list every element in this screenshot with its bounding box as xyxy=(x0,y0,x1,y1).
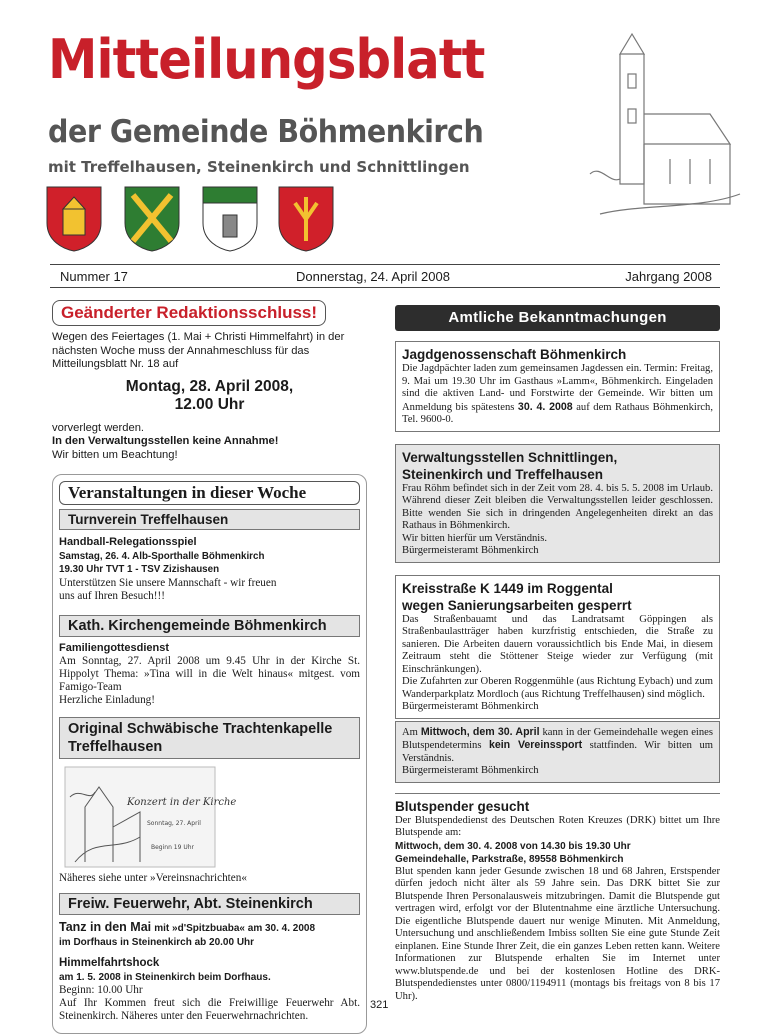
verwaltung-title2: Steinenkirch und Treffelhausen xyxy=(402,466,604,482)
mittwoch-mid: kann in der Gemeindehalle wegen eines Blutspendetermins xyxy=(402,726,713,751)
jagd-title: Jagdgenossenschaft Böhmenkirch xyxy=(402,347,627,362)
deadline-bold-note: In den Verwaltungsstellen keine Annahme! xyxy=(52,435,279,447)
mittwoch-text xyxy=(402,726,713,766)
crest-boehmenkirch xyxy=(47,187,101,251)
deadline-title: Geänderter Redaktionsschluss! xyxy=(52,300,326,326)
verwaltung-thanks: Wir bitten hierfür um Verständnis. xyxy=(402,532,548,544)
strasse-box xyxy=(395,575,720,719)
verwaltung-title1: Verwaltungsstellen Schnittlingen, xyxy=(402,449,618,465)
blut-intro: Der Blutspendedienst des Deutschen Roten Kreuzes (DRK) bittet um Ihre Blutspende am: xyxy=(395,814,720,838)
turnverein-line2: 19.30 Uhr TVT 1 - TSV Zizishausen xyxy=(59,564,220,575)
trachten-more: Näheres siehe unter »Vereinsnachrichten« xyxy=(59,872,247,884)
mittwoch-date: Mittwoch, dem 30. April xyxy=(420,725,540,738)
strasse-title2: wegen Sanierungsarbeiten gesperrt xyxy=(402,597,632,613)
mittwoch-sign: Bürgermeisteramt Böhmenkirch xyxy=(402,765,539,776)
issue-volume: Jahrgang 2008 xyxy=(625,269,712,284)
poster-time: Beginn 19 Uhr xyxy=(151,844,194,851)
strasse-title1: Kreisstraße K 1449 im Roggental xyxy=(402,580,613,596)
turnverein-heading: Turnverein Treffelhausen xyxy=(59,509,360,530)
amtlich-title: Amtliche Bekanntmachungen xyxy=(395,305,720,331)
feuerwehr-tanz xyxy=(59,921,360,936)
tanz-lead: Tanz in den Mai xyxy=(59,920,152,934)
concert-poster xyxy=(65,767,237,867)
events-title: Veranstaltungen in dieser Woche xyxy=(59,481,360,505)
crest-schnittlingen xyxy=(279,187,333,251)
blut-when: Mittwoch, dem 30. 4. 2008 von 14.30 bis 19.30 Uhr xyxy=(395,840,631,852)
deadline-date-line1: Montag, 28. April 2008, xyxy=(125,377,294,395)
shock-begin: Beginn: 10.00 Uhr xyxy=(59,984,143,996)
header-rule-top xyxy=(50,264,720,265)
deadline-after: vorverlegt werden. xyxy=(52,421,145,434)
verwaltung-sign: Bürgermeisteramt Böhmenkirch xyxy=(402,545,539,556)
jagd-text xyxy=(402,363,713,427)
deadline-intro: Wegen des Feiertages (1. Mai + Christi Himmelfahrt) in der nächsten Woche muss der Annahmeschluss für das Mitteilungsblatt Nr. 18 auf xyxy=(52,331,345,370)
shock-text: Auf Ihr Kommen freut sich die Freiwillige Feuerwehr Abt. Steinenkirch. Näheres unter den Feuerwehrnachrichten. xyxy=(59,997,360,1022)
blut-title: Blutspender gesucht xyxy=(395,798,530,814)
turnverein-text: Unterstützen Sie unsere Mannschaft - wir freuen uns auf Ihren Besuch!!! xyxy=(59,576,277,602)
shock-line: am 1. 5. 2008 in Steinenkirch beim Dorfhaus. xyxy=(59,971,271,983)
kirche-text: Am Sonntag, 27. April 2008 um 9.45 Uhr in der Kirche St. Hippolyt Thema: »Tina will in die Welt hinaus« mitgest. vom Famigo-Team xyxy=(59,655,360,693)
church-illustration xyxy=(580,34,740,224)
feuerwehr-heading: Freiw. Feuerwehr, Abt. Steinenkirch xyxy=(59,893,360,915)
verwaltung-text: Frau Röhm befindet sich in der Zeit vom 28. 4. bis 5. 5. 2008 im Urlaub. Während dieser Zeit bleiben die Verwaltungsstellen leider geschlossen. Bitte wenden Sie sich in dringenden Angelegenheiten direkt an das Rathaus in Böhmenkirch. xyxy=(402,482,713,531)
masthead-subtitle: der Gemeinde Böhmenkirch xyxy=(48,114,484,150)
jagd-text-main: Die Jagdpächter laden zum gemeinsamen Jagdessen ein. Termin: Freitag, 9. Mai um 19.30 Uhr im Gasthaus »Lamm«, Böhmenkirch. Eingeladen sind die aktiven Land- und Forstwirte der Gemeinde. Wir bitten um Anmeldung bis spätestens xyxy=(402,363,713,413)
mittwoch-end: stattfinden. Wir bitten um Verständnis. xyxy=(402,740,713,764)
blut-box xyxy=(395,793,720,1008)
mittwoch-box xyxy=(395,721,720,783)
jagd-box xyxy=(395,341,720,432)
mittwoch-pre: Am xyxy=(402,726,418,738)
header-rule-bottom xyxy=(50,287,720,288)
issue-info-row xyxy=(56,267,716,285)
events-box xyxy=(52,474,367,1034)
strasse-text: Das Straßenbauamt und das Landratsamt Göppingen als Straßenbaulastträger haben kurzfristig entschieden, die Straße zu sanieren. Die Arbeiten dauern voraussichtlich bis Ende Mai, in diesem Zeitraum steht die Stöttener Steige wieder zur Verfügung (mit Einschränkungen). xyxy=(402,613,713,675)
issue-number: Nummer 17 xyxy=(60,269,128,284)
turnverein-sub: Handball-Relegationsspiel xyxy=(59,536,197,548)
tanz-line2: im Dorfhaus in Steinenkirch ab 20.00 Uhr xyxy=(59,936,255,948)
kirche-closing: Herzliche Einladung! xyxy=(59,694,155,706)
kirche-sub: Familiengottesdienst xyxy=(59,641,170,654)
poster-date: Sonntag, 27. April xyxy=(147,820,201,827)
jagd-text-end: auf dem Rathaus Böhmenkirch, Tel. 9600-0. xyxy=(402,401,713,425)
turnverein-line1: Samstag, 26. 4. Alb-Sporthalle Böhmenkirch xyxy=(59,550,265,562)
deadline-notice xyxy=(52,300,367,462)
left-column xyxy=(52,300,367,1034)
deadline-date xyxy=(52,378,367,414)
strasse-sign: Bürgermeisteramt Böhmenkirch xyxy=(402,701,539,712)
verwaltung-box xyxy=(395,444,720,563)
crest-treffelhausen xyxy=(125,187,179,251)
masthead-subtitle-villages: mit Treffelhausen, Steinenkirch und Schnittlingen xyxy=(48,158,470,176)
blut-where: Gemeindehalle, Parkstraße, 89558 Böhmenkirch xyxy=(395,853,624,865)
blut-text: Blut spenden kann jeder Gesunde zwischen 18 und 68 Jahren, Erstspender dürfen jedoch nicht älter als 59 Jahre sein. Das DRK bittet Sie zur Blutspende Ihren Personalausweis mitzubringen. Damit die Blutspende gut vertragen wird, erfolgt vor der Blutentnahme eine ärztliche Untersuchung. Die eigentliche Blutspende dauert nur wenige Minuten. Mit Anmeldung, Untersuchung und anschließendem Imbiss sollten Sie eine gute Stunde Zeit einplanen. Eine Stunde Ihrer Zeit, die ein ganzes Leben retten kann. Weitere Informationen zur Blutspende erhalten Sie im Internet unter www.blutspende.de und bei der kostenlosen Hotline des DRK-Blutspendedienstes unter 0800/1194911 (montags bis freitags von 8 bis 17 Uhr). xyxy=(395,865,720,1002)
kirche-heading: Kath. Kirchengemeinde Böhmenkirch xyxy=(59,615,360,637)
municipal-crests xyxy=(45,185,335,251)
trachten-heading: Original Schwäbische Trachtenkapelle Treffelhausen xyxy=(59,717,360,759)
mittwoch-bold2: kein Vereinssport xyxy=(488,739,583,751)
crest-steinenkirch xyxy=(203,187,257,251)
masthead-title: Mitteilungsblatt xyxy=(48,28,485,91)
tanz-rest: mit »d'Spitzbuaba« am 30. 4. 2008 xyxy=(154,923,316,934)
issue-date: Donnerstag, 24. April 2008 xyxy=(296,269,450,284)
jagd-deadline: 30. 4. 2008 xyxy=(517,400,573,413)
shock-title: Himmelfahrtshock xyxy=(59,957,160,969)
deadline-date-line2: 12.00 Uhr xyxy=(174,395,245,413)
deadline-note: Wir bitten um Beachtung! xyxy=(52,448,178,461)
page-number: 321 xyxy=(370,999,389,1011)
right-column xyxy=(395,305,720,1007)
strasse-text2: Die Zufahrten zur Oberen Roggenmühle (aus Richtung Eybach) und zum Wanderparkplatz Mordloch (aus Richtung Treffelhausen) sind möglich. xyxy=(402,676,713,700)
poster-title: Konzert in der Kirche xyxy=(127,797,237,808)
